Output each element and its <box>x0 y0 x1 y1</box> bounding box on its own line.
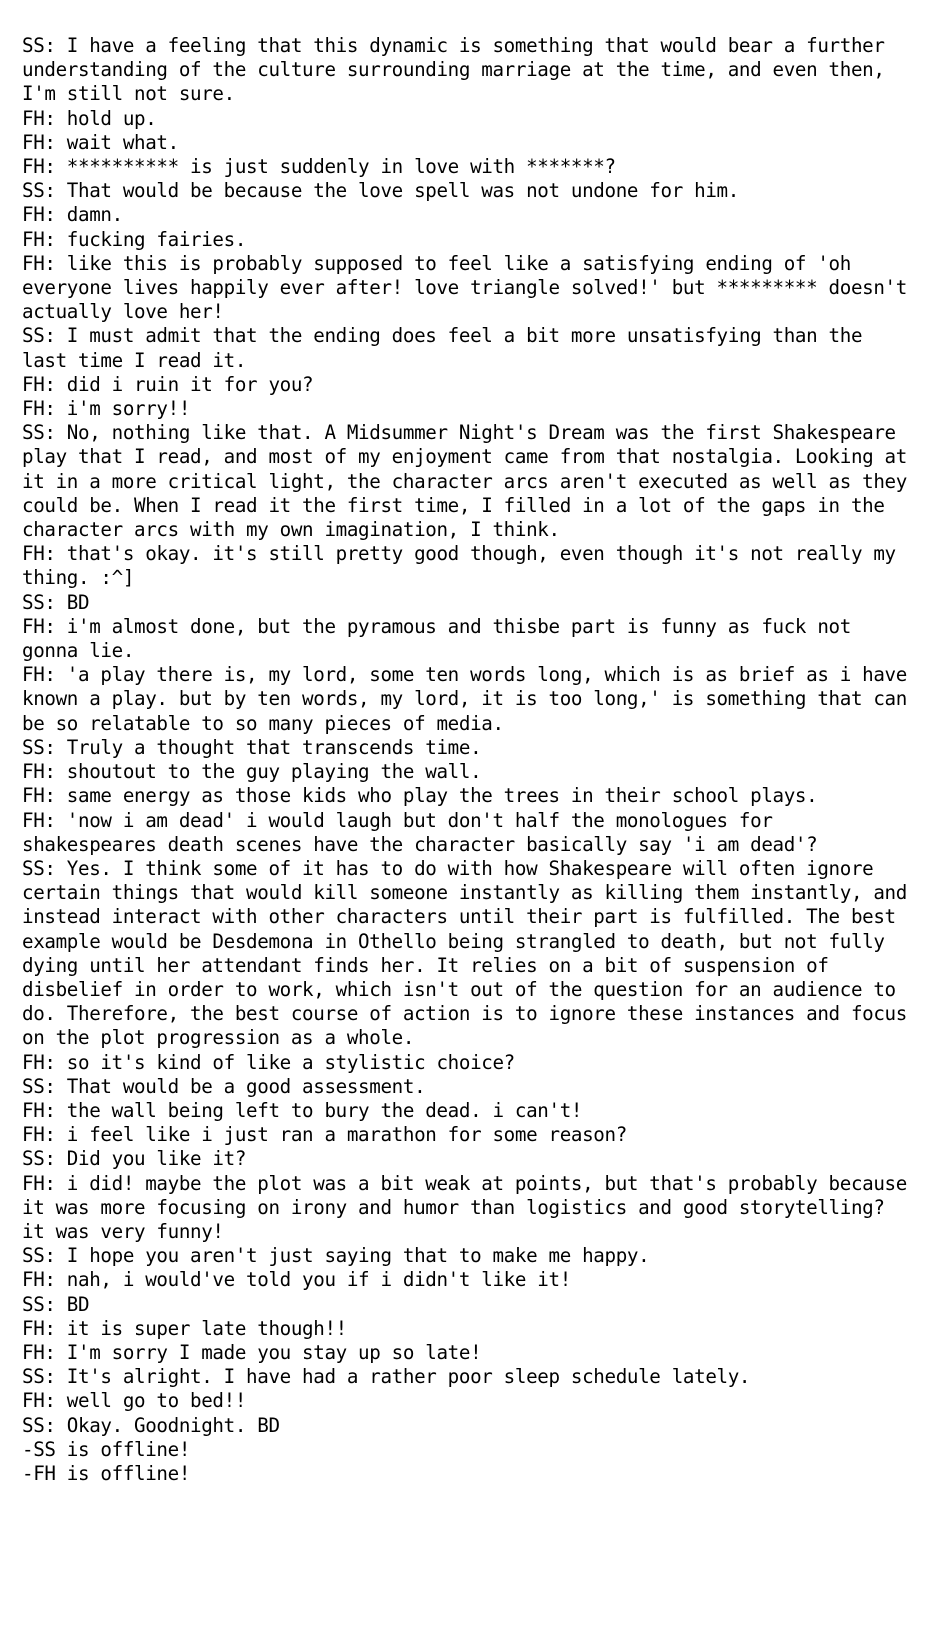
transcript-line: -FH is offline! <box>22 1461 191 1485</box>
transcript-line: SS: I must admit that the ending does feel a bit more unsatisfying than the last time I read it. <box>22 324 874 372</box>
transcript-line: SS: BD <box>22 1292 90 1316</box>
transcript-line: SS: No, nothing like that. A Midsummer Night's Dream was the first Shakespeare play that I read, and most of my enjoyment came from that nostalgia. Looking at it in a more critical light, the character arcs aren't executed as well as they could be. When I read it the first time, I filled in a lot of the gaps in the character arcs with my own imagination, I think. <box>22 421 919 542</box>
transcript-line: SS: I have a feeling that this dynamic is something that would bear a further understanding of the culture surrounding marriage at the time, and even then, I'm still not sure. <box>22 34 896 106</box>
transcript-line: FH: so it's kind of like a stylistic choice? <box>22 1050 515 1074</box>
transcript-line: FH: hold up. <box>22 106 157 130</box>
transcript-line: FH: damn. <box>22 203 123 227</box>
transcript-line: SS: That would be because the love spell was not undone for him. <box>22 179 739 203</box>
transcript-line: -SS is offline! <box>22 1437 191 1461</box>
transcript-line: FH: ********** is just suddenly in love with *******? <box>22 155 616 179</box>
transcript-line: FH: fucking fairies. <box>22 227 247 251</box>
transcript-line: FH: i feel like i just ran a marathon for some reason? <box>22 1123 627 1147</box>
transcript-line: SS: It's alright. I have had a rather poor sleep schedule lately. <box>22 1365 751 1389</box>
transcript-line: FH: i'm sorry!! <box>22 397 191 421</box>
transcript-line: FH: like this is probably supposed to feel like a satisfying ending of 'oh everyone lives happily ever after! love triangle solved!' but ********* doesn't actually love her! <box>22 251 919 324</box>
transcript-line: FH: i'm almost done, but the pyramous and thisbe part is funny as fuck not gonna lie. <box>22 614 863 663</box>
transcript-line: SS: I hope you aren't just saying that to make me happy. <box>22 1244 650 1268</box>
transcript-line: FH: that's okay. it's still pretty good though, even though it's not really my thing. :^] <box>22 542 907 590</box>
transcript-line: SS: Okay. Goodnight. BD <box>22 1413 280 1437</box>
transcript-line: FH: 'now i am dead' i would laugh but don't half the monologues for shakespeares death scenes have the character basically say 'i am dead'? <box>22 808 818 856</box>
transcript-line: FH: the wall being left to bury the dead. i can't! <box>22 1098 583 1122</box>
transcript-line: FH: 'a play there is, my lord, some ten words long, which is as brief as i have known a play. but by ten words, my lord, it is too long,' is something that can be so relatable to so many pieces of media. <box>22 663 919 735</box>
transcript-line: FH: I'm sorry I made you stay up so late! <box>22 1340 482 1364</box>
transcript-line: SS: That would be a good assessment. <box>22 1074 426 1098</box>
transcript-line: FH: shoutout to the guy playing the wall. <box>22 760 482 784</box>
transcript-line: FH: wait what. <box>22 130 179 154</box>
transcript-line: FH: well go to bed!! <box>22 1389 247 1413</box>
transcript-line: SS: Truly a thought that transcends time. <box>22 735 482 759</box>
transcript-line: FH: did i ruin it for you? <box>22 372 314 396</box>
transcript-line: FH: same energy as those kids who play the trees in their school plays. <box>22 784 818 808</box>
transcript-line: FH: it is super late though!! <box>22 1316 347 1340</box>
transcript-line: SS: Yes. I think some of it has to do with how Shakespeare will often ignore certain things that would kill someone instantly as killing them instantly, and instead interact with other characters until their part is fulfilled. The best example would be Desdemona in Othello being strangled to death, but not fully dying until her attendant finds her. It relies on a bit of suspension of disbelief in order to work, which isn't out of the question for an audience to do. Therefore, the best course of action is to ignore these instances and focus on the plot progression as a whole. <box>22 856 919 1050</box>
transcript-line: SS: BD <box>22 590 90 614</box>
transcript-line: FH: nah, i would've told you if i didn't like it! <box>22 1268 571 1292</box>
transcript-line: FH: i did! maybe the plot was a bit weak at points, but that's probably because it was more focusing on irony and humor than logistics and good storytelling? it was very funny! <box>22 1171 919 1243</box>
transcript-line: SS: Did you like it? <box>22 1147 247 1171</box>
